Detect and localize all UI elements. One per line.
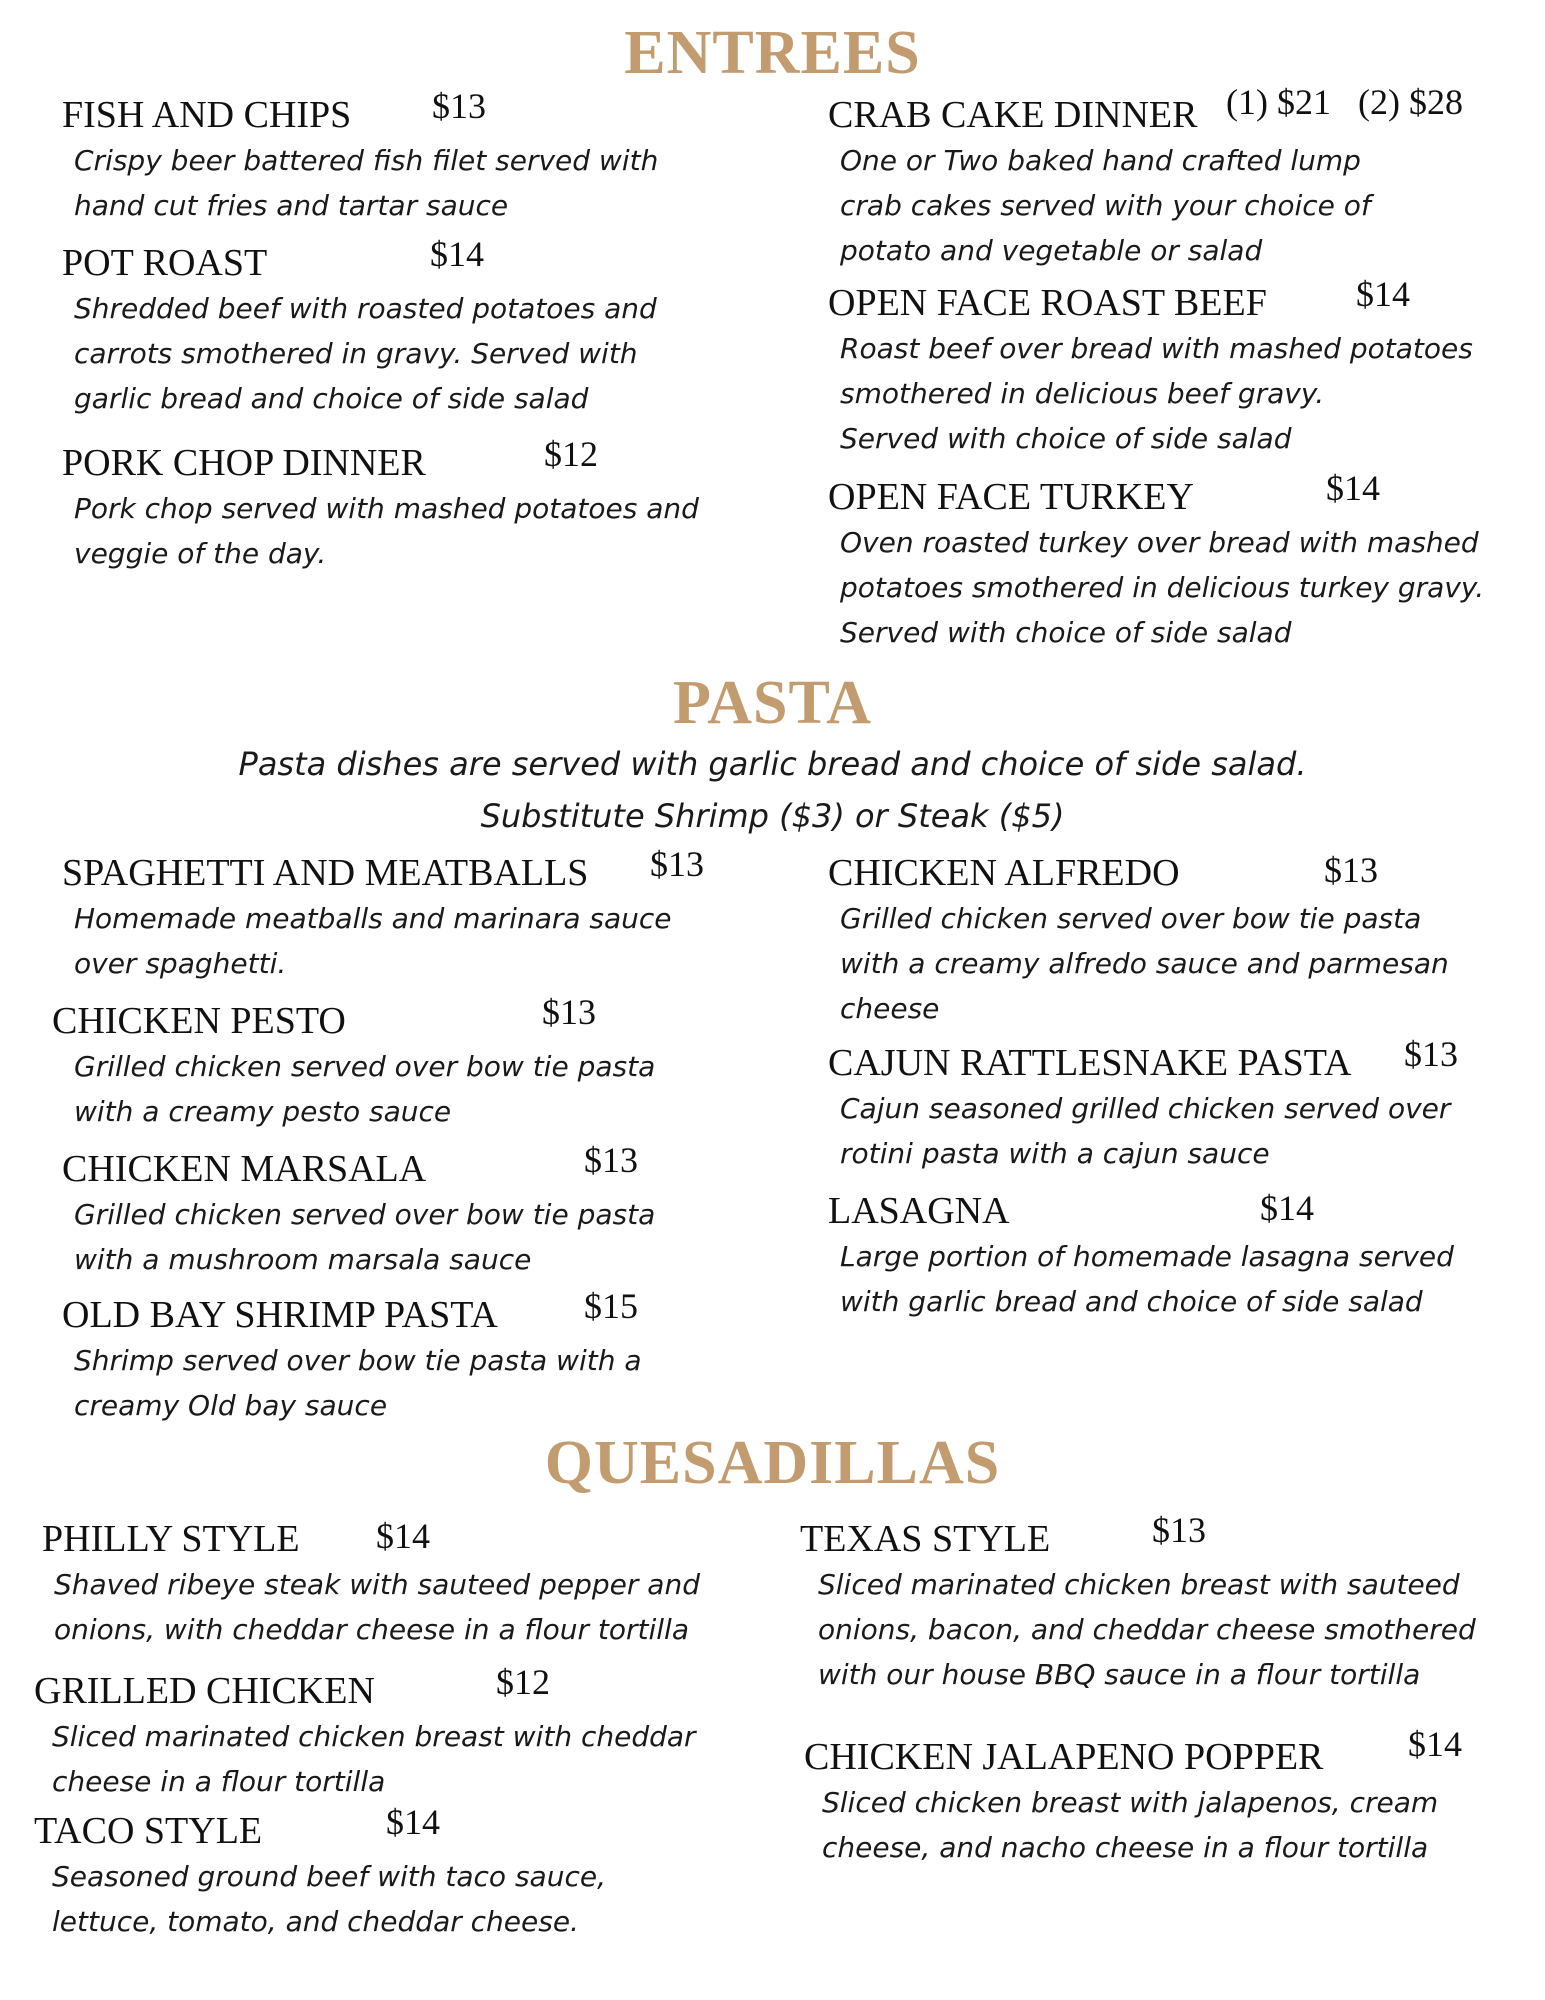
item-price: $13 bbox=[1324, 850, 1378, 890]
pasta-note-line: Pasta dishes are served with garlic bread and choice of side salad. bbox=[238, 745, 1307, 783]
item-description: with our house BBQ sauce in a flour tortilla bbox=[818, 1658, 1421, 1691]
item-price: $12 bbox=[496, 1662, 550, 1702]
item-description: Served with choice of side salad bbox=[840, 422, 1292, 455]
item-price: $14 bbox=[1408, 1724, 1462, 1764]
menu-item-taco-style bbox=[34, 1804, 606, 1944]
item-price: (1) $21 (2) $28 bbox=[1226, 82, 1463, 122]
item-description: with a creamy pesto sauce bbox=[74, 1095, 452, 1128]
menu-item-chicken-jalapeno-popper bbox=[804, 1724, 1462, 1870]
menu-item-cajun-rattlesnake-pasta bbox=[828, 1034, 1458, 1176]
item-description: Sliced chicken breast with jalapenos, cream bbox=[822, 1786, 1439, 1819]
item-name: PHILLY STYLE bbox=[42, 1518, 300, 1560]
item-price: $13 bbox=[542, 992, 596, 1032]
item-description: potato and vegetable or salad bbox=[840, 234, 1263, 267]
item-description: Sliced marinated chicken breast with cheddar bbox=[52, 1720, 696, 1753]
item-description: cheese in a flour tortilla bbox=[52, 1765, 386, 1798]
item-description: Served with choice of side salad bbox=[840, 616, 1292, 649]
item-price: $13 bbox=[650, 844, 704, 884]
item-name: OPEN FACE ROAST BEEF bbox=[828, 282, 1267, 324]
item-description: carrots smothered in gravy. Served with bbox=[74, 337, 638, 370]
item-description: Oven roasted turkey over bread with mashed bbox=[840, 526, 1479, 559]
item-description: Roast beef over bread with mashed potatoes bbox=[840, 332, 1473, 365]
menu-item-open-face-turkey bbox=[828, 470, 1484, 655]
pasta-note-line: Substitute Shrimp ($3) or Steak ($5) bbox=[480, 797, 1065, 835]
item-description: Shrimp served over bow tie pasta with a bbox=[74, 1344, 642, 1377]
item-description: Large portion of homemade lasagna served bbox=[840, 1240, 1454, 1273]
item-price: $12 bbox=[544, 434, 598, 474]
item-price: $13 bbox=[1404, 1034, 1458, 1074]
pasta-section-title: PASTA bbox=[672, 669, 873, 737]
menu-item-chicken-marsala bbox=[62, 1142, 655, 1282]
item-description: with garlic bread and choice of side salad bbox=[840, 1285, 1423, 1318]
menu-item-spaghetti-and-meatballs bbox=[62, 844, 704, 986]
item-description: creamy Old bay sauce bbox=[74, 1389, 388, 1422]
menu-item-philly-style bbox=[42, 1512, 700, 1652]
menu-item-pot-roast bbox=[62, 236, 657, 421]
item-description: Grilled chicken served over bow tie pasta bbox=[74, 1198, 656, 1231]
item-name: TEXAS STYLE bbox=[800, 1518, 1051, 1560]
item-name: CHICKEN JALAPENO POPPER bbox=[804, 1736, 1324, 1778]
item-description: cheese, and nacho cheese in a flour tortilla bbox=[822, 1831, 1429, 1864]
item-description: over spaghetti. bbox=[74, 947, 287, 980]
item-description: onions, bacon, and cheddar cheese smothered bbox=[818, 1613, 1476, 1646]
item-description: crab cakes served with your choice of bbox=[840, 189, 1371, 222]
item-name: OPEN FACE TURKEY bbox=[828, 476, 1194, 518]
item-price: $15 bbox=[584, 1286, 638, 1326]
item-name: CHICKEN ALFREDO bbox=[828, 852, 1180, 894]
menu-item-pork-chop-dinner bbox=[62, 436, 699, 576]
item-description: One or Two baked hand crafted lump bbox=[840, 144, 1361, 177]
item-name: SPAGHETTI AND MEATBALLS bbox=[62, 852, 589, 894]
item-description: garlic bread and choice of side salad bbox=[74, 382, 589, 415]
item-description: Shredded beef with roasted potatoes and bbox=[74, 292, 657, 325]
menu-item-open-face-roast-beef bbox=[828, 276, 1473, 461]
item-description: Grilled chicken served over bow tie pasta bbox=[74, 1050, 656, 1083]
item-description: cheese bbox=[840, 992, 940, 1025]
item-description: Crispy beer battered fish filet served with bbox=[74, 144, 659, 177]
item-description: potatoes smothered in delicious turkey gravy. bbox=[840, 571, 1485, 604]
item-name: CAJUN RATTLESNAKE PASTA bbox=[828, 1042, 1352, 1084]
item-description: lettuce, tomato, and cheddar cheese. bbox=[52, 1905, 579, 1938]
menu-item-lasagna bbox=[828, 1184, 1454, 1324]
item-description: Homemade meatballs and marinara sauce bbox=[74, 902, 672, 935]
menu-item-chicken-alfredo bbox=[828, 846, 1449, 1031]
quesadillas-section-title: QUESADILLAS bbox=[544, 1429, 1001, 1497]
item-description: rotini pasta with a cajun sauce bbox=[840, 1137, 1270, 1170]
item-name: TACO STYLE bbox=[34, 1810, 263, 1852]
item-name: GRILLED CHICKEN bbox=[34, 1670, 375, 1712]
item-description: with a creamy alfredo sauce and parmesan bbox=[840, 947, 1449, 980]
item-name: CHICKEN MARSALA bbox=[62, 1148, 427, 1190]
item-price: $13 bbox=[432, 86, 486, 126]
item-description: hand cut fries and tartar sauce bbox=[74, 189, 509, 222]
item-description: Grilled chicken served over bow tie pasta bbox=[840, 902, 1422, 935]
item-description: veggie of the day. bbox=[74, 537, 327, 570]
menu-item-old-bay-shrimp-pasta bbox=[62, 1288, 642, 1428]
pasta-note bbox=[0, 738, 1545, 842]
item-name: CHICKEN PESTO bbox=[52, 1000, 346, 1042]
item-price: $14 bbox=[1356, 274, 1410, 314]
menu-item-fish-and-chips bbox=[62, 88, 658, 228]
menu-item-grilled-chicken bbox=[34, 1664, 696, 1804]
item-name: POT ROAST bbox=[62, 242, 268, 284]
item-price: $14 bbox=[376, 1516, 430, 1556]
menu-item-crab-cake-dinner bbox=[828, 82, 1463, 273]
item-description: Cajun seasoned grilled chicken served over bbox=[840, 1092, 1451, 1125]
menu-item-chicken-pesto bbox=[52, 994, 655, 1134]
item-description: smothered in delicious beef gravy. bbox=[840, 377, 1325, 410]
item-price: $14 bbox=[1326, 468, 1380, 508]
item-description: Sliced marinated chicken breast with sauteed bbox=[818, 1568, 1460, 1601]
item-description: Shaved ribeye steak with sauteed pepper and bbox=[54, 1568, 700, 1601]
item-price: $13 bbox=[584, 1140, 638, 1180]
item-name: CRAB CAKE DINNER bbox=[828, 94, 1198, 136]
item-name: LASAGNA bbox=[828, 1190, 1010, 1232]
item-name: OLD BAY SHRIMP PASTA bbox=[62, 1294, 498, 1336]
item-price: $14 bbox=[1260, 1188, 1314, 1228]
item-description: onions, with cheddar cheese in a flour tortilla bbox=[54, 1613, 689, 1646]
menu-item-texas-style bbox=[800, 1512, 1476, 1697]
item-description: with a mushroom marsala sauce bbox=[74, 1243, 532, 1276]
item-price: $14 bbox=[430, 234, 484, 274]
item-price: $13 bbox=[1152, 1510, 1206, 1550]
entrees-section-title: ENTREES bbox=[624, 19, 921, 87]
item-name: FISH AND CHIPS bbox=[62, 94, 352, 136]
item-price: $14 bbox=[386, 1802, 440, 1842]
item-description: Seasoned ground beef with taco sauce, bbox=[52, 1860, 606, 1893]
item-description: Pork chop served with mashed potatoes and bbox=[74, 492, 699, 525]
item-name: PORK CHOP DINNER bbox=[62, 442, 426, 484]
